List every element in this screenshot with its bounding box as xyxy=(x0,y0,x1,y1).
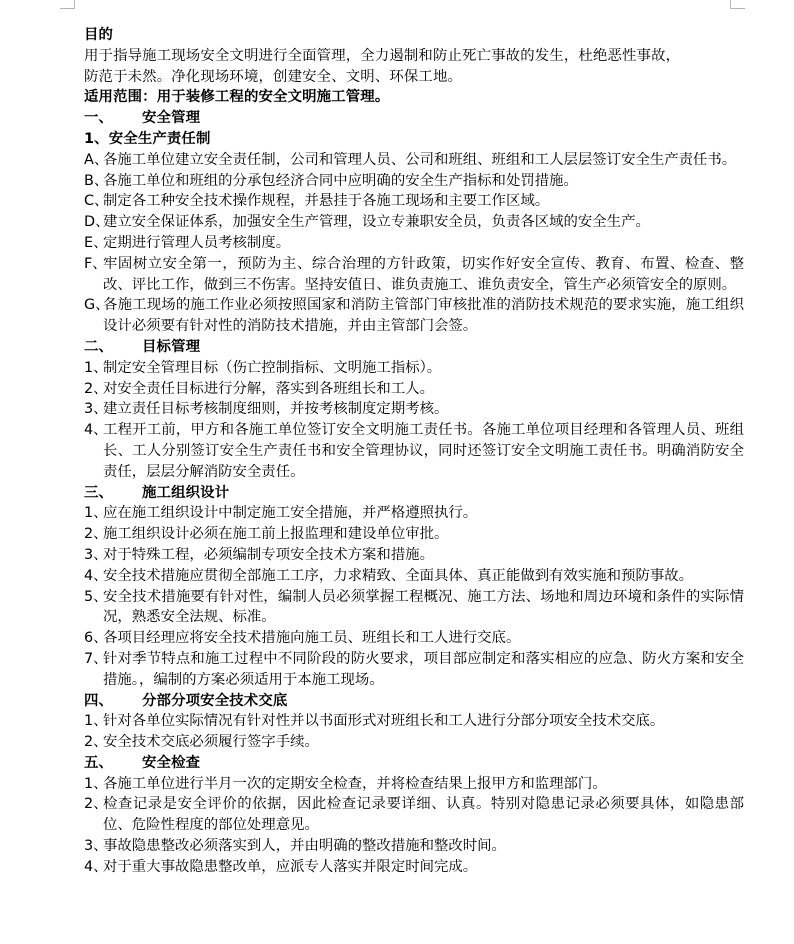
item-marker: 2、 xyxy=(84,734,108,751)
section-title: 安全管理 xyxy=(142,110,201,127)
list-item xyxy=(84,379,744,400)
item-marker: C、 xyxy=(84,193,109,210)
section-heading xyxy=(84,337,744,358)
item-text: 各施工单位进行半月一次的定期安全检查，并将检查结果上报甲方和监理部门。 xyxy=(103,775,607,792)
item-text: 工程开工前，甲方和各施工单位签订安全文明施工责任书。各施工单位项目经理和各管理人员、班组长、工人分别签订安全生产责任书和安全管理协议，同时还签订安全文明施工责任书。明确消防安全责任，层层分解消防安全责任。 xyxy=(103,422,744,480)
item-text: 针对季节特点和施工过程中不同阶段的防火要求，项目部应制定和落实相应的应急、防火方案和安全措施。，编制的方案必须适用于本施工现场。 xyxy=(103,650,744,688)
section-marker: 二、 xyxy=(84,338,114,355)
item-text: 对于特殊工程，必须编制专项安全技术方案和措施。 xyxy=(103,546,434,563)
item-marker: 1、 xyxy=(84,359,108,376)
list-item xyxy=(84,503,744,524)
item-marker: 1、 xyxy=(84,713,108,730)
item-text: 建立责任目标考核制度细则，并按考核制度定期考核。 xyxy=(103,401,449,418)
scope-heading: 适用范围：用于装修工程的安全文明施工管理。 xyxy=(84,89,390,106)
section-heading xyxy=(84,483,744,504)
purpose-heading: 目的 xyxy=(84,27,114,43)
section-heading xyxy=(84,108,744,129)
item-marker: 4、 xyxy=(84,567,108,584)
item-marker: 2、 xyxy=(84,796,108,813)
item-marker: G、 xyxy=(84,297,110,314)
item-marker: 2、 xyxy=(84,526,108,543)
crop-mark-top-right xyxy=(730,0,745,9)
item-marker: 6、 xyxy=(84,630,108,647)
list-item xyxy=(84,171,744,192)
item-text: 针对各单位实际情况有针对性并以书面形式对班组长和工人进行分部分项安全技术交底。 xyxy=(103,713,665,730)
section-heading xyxy=(84,753,744,774)
item-marker: 3、 xyxy=(84,401,108,418)
item-marker: D、 xyxy=(84,214,110,231)
item-text: 对于重大事故隐患整改单，应派专人落实并限定时间完成。 xyxy=(103,858,478,875)
item-text: 定期进行管理人员考核制度。 xyxy=(103,234,291,251)
item-text: 各项目经理应将安全技术措施向施工员、班组长和工人进行交底。 xyxy=(103,630,521,647)
item-text: 施工组织设计必须在施工前上报监理和建设单位审批。 xyxy=(103,526,449,543)
item-text: 安全技术交底必须履行签字手续。 xyxy=(103,734,319,751)
item-marker: 7、 xyxy=(84,650,108,667)
item-marker: 1、 xyxy=(84,505,108,522)
list-item xyxy=(84,732,744,753)
item-text: 各施工单位和班组的分承包经济合同中应明确的安全生产指标和处罚措施。 xyxy=(103,172,578,189)
list-item xyxy=(84,628,744,649)
section-title: 目标管理 xyxy=(142,338,201,355)
crop-mark-top-left xyxy=(60,0,75,9)
list-item xyxy=(84,191,744,212)
list-item xyxy=(84,545,744,566)
item-marker: 3、 xyxy=(84,838,108,855)
item-text: 制定安全管理目标（伤亡控制指标、文明施工指标）。 xyxy=(103,359,442,376)
item-text: 检查记录是安全评价的依据，因此检查记录要详细、认真。特别对隐患记录必须要具体，如隐患部位、危险性程度的部位处理意见。 xyxy=(103,796,744,834)
item-marker: 5、 xyxy=(84,588,108,605)
section-title: 安全检查 xyxy=(142,754,201,771)
item-marker: F、 xyxy=(84,255,107,272)
purpose-text-line-2: 防范于未然。净化现场环境，创建安全、文明、环保工地。 xyxy=(84,68,463,85)
list-item xyxy=(84,857,744,878)
list-item xyxy=(84,212,744,233)
item-text: 对安全责任目标进行分解，落实到各班组长和工人。 xyxy=(103,380,434,397)
item-marker: E、 xyxy=(84,234,108,251)
list-item xyxy=(84,399,744,420)
list-item xyxy=(84,150,744,171)
item-text: 安全技术措施应贯彻全部施工工序，力求精致、全面具体、真正能做到有效实施和预防事故。 xyxy=(103,567,694,584)
item-text: 各施工现场的施工作业必须按照国家和消防主管部门审核批准的消防技术规范的要求实施，施工组织设计必须要有针对性的消防技术措施，并由主管部门会签。 xyxy=(103,297,744,335)
item-marker: 4、 xyxy=(84,422,108,439)
item-marker: 3、 xyxy=(84,546,108,563)
document-body xyxy=(84,25,744,878)
item-text: 应在施工组织设计中制定施工安全措施，并严格遵照执行。 xyxy=(103,505,478,522)
list-item xyxy=(84,774,744,795)
section-marker: 五、 xyxy=(84,754,114,771)
section-marker: 三、 xyxy=(84,484,114,501)
list-item xyxy=(84,524,744,545)
item-text: 牢固树立安全第一，预防为主、综合治理的方针政策，切实作好安全宣传、教育、布置、检查、整改、评比工作，做到三不伤害。坚持安值日、谁负责施工、谁负责安全，管生产必须管安全的原则。 xyxy=(103,255,744,293)
list-item xyxy=(84,420,744,482)
section-marker: 一、 xyxy=(84,110,114,127)
item-marker: B、 xyxy=(84,172,109,189)
item-text: 制定各工种安全技术操作规程，并悬挂于各施工现场和主要工作区域。 xyxy=(103,193,550,210)
list-item xyxy=(84,358,744,379)
purpose-text-line-1: 用于指导施工现场安全文明进行全面管理，全力遏制和防止死亡事故的发生，杜绝恶性事故， xyxy=(84,47,681,64)
list-item xyxy=(84,794,744,836)
list-item xyxy=(84,836,744,857)
item-text: 建立安全保证体系，加强安全生产管理，设立专兼职安全员，负责各区域的安全生产。 xyxy=(103,214,650,231)
section-marker: 四、 xyxy=(84,692,114,709)
list-item xyxy=(84,711,744,732)
list-item xyxy=(84,295,744,337)
sub-heading: 1、安全生产责任制 xyxy=(84,130,211,147)
item-text: 各施工单位建立安全责任制，公司和管理人员、公司和班组、班组和工人层层签订安全生产责任书。 xyxy=(103,151,737,168)
item-marker: A、 xyxy=(84,151,109,168)
item-text: 安全技术措施要有针对性，编制人员必须掌握工程概况、施工方法、场地和周边环境和条件的实际情况，熟悉安全法规、标准。 xyxy=(103,588,744,626)
item-text: 事故隐患整改必须落实到人，并由明确的整改措施和整改时间。 xyxy=(103,838,506,855)
section-title: 施工组织设计 xyxy=(142,484,230,501)
list-item xyxy=(84,649,744,691)
item-marker: 4、 xyxy=(84,858,108,875)
list-item xyxy=(84,233,744,254)
list-item xyxy=(84,254,744,296)
section-title: 分部分项安全技术交底 xyxy=(142,692,288,709)
list-item xyxy=(84,566,744,587)
item-marker: 2、 xyxy=(84,380,108,397)
section-heading xyxy=(84,691,744,712)
item-marker: 1、 xyxy=(84,775,108,792)
list-item xyxy=(84,587,744,629)
